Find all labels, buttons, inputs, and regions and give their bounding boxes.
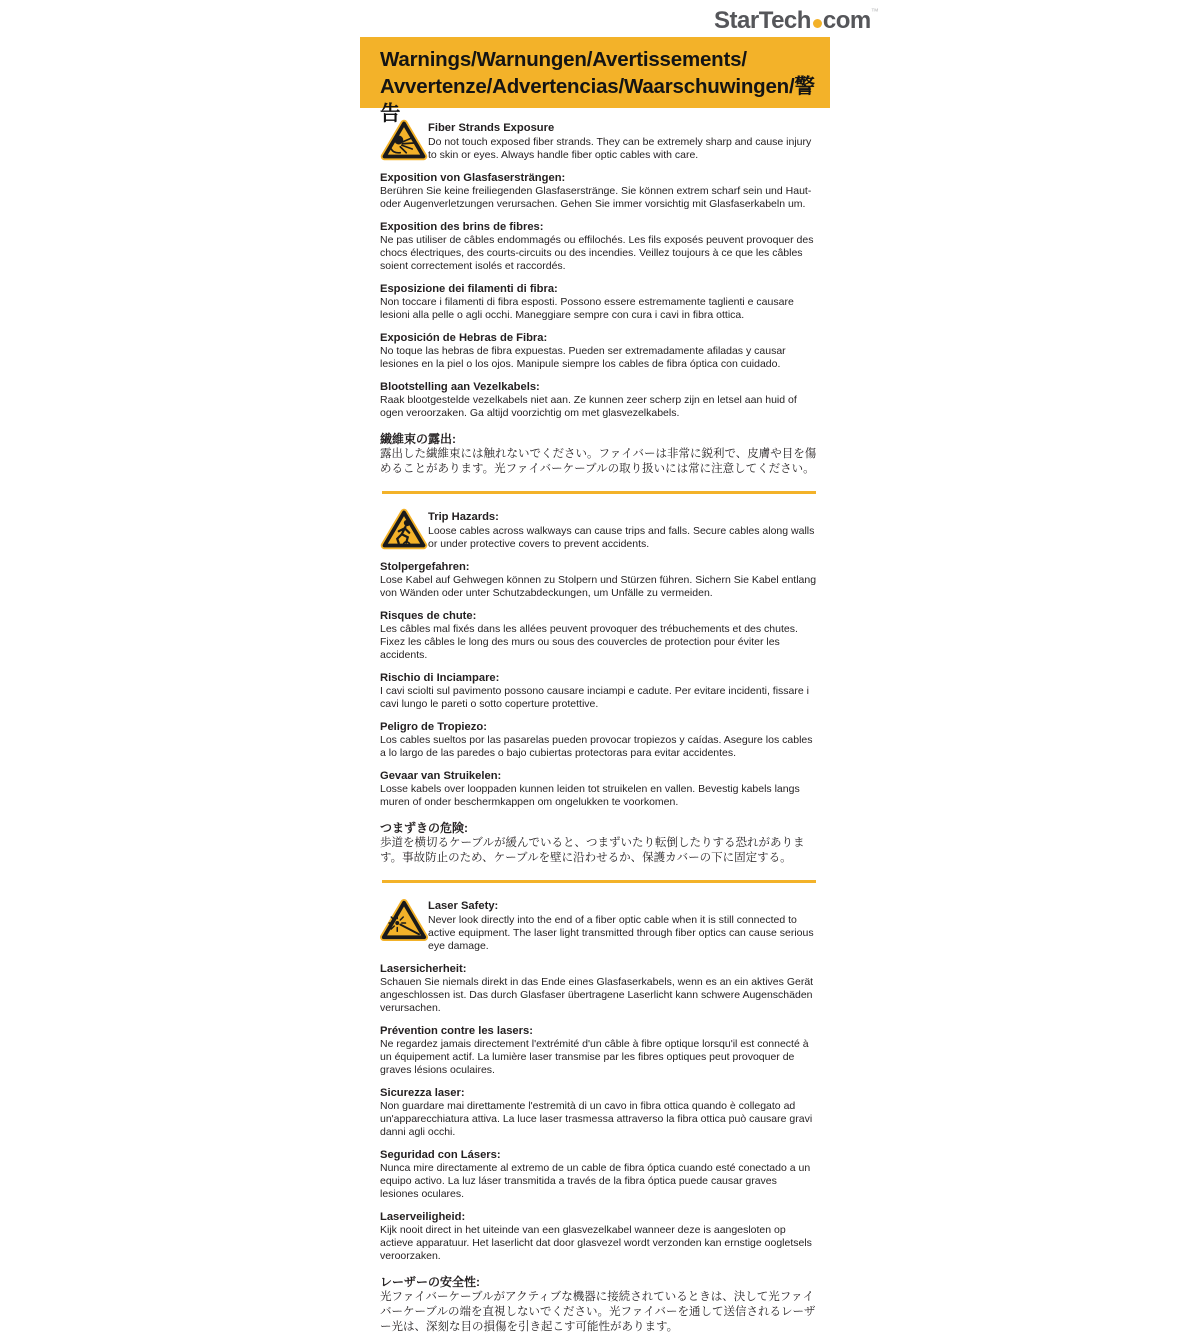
translation-block-de — [380, 172, 818, 211]
translation-body-ja: 歩道を横切るケーブルが緩んでいると、つまずいたり転倒したりする恐れがあります。事故防止のため、ケーブルを壁に沿わせるか、保護カバーの下に固定する。 — [380, 837, 805, 864]
banner-line-2: Avvertenze/Advertencias/Waarschuwingen/警告 — [380, 75, 815, 125]
translation-block-es — [380, 1149, 818, 1201]
section-body-en: Do not touch exposed fiber strands. They can be extremely sharp and cause injury to skin or eyes. Always handle fiber optic cables with care. — [428, 136, 812, 161]
translation-block-nl — [380, 381, 818, 420]
banner-line-1: Warnings/Warnungen/Avertissements/ — [380, 48, 747, 71]
translation-heading-de: Exposition von Glasfasersträngen: — [380, 172, 566, 184]
section-body-en: Never look directly into the end of a fiber optic cable when it is still connected to active equipment. The laser light transmitted through fiber optics can cause serious eye damage. — [428, 914, 814, 952]
translation-heading-ja: レーザーの安全性: — [380, 1275, 480, 1289]
section-heading-en: Fiber Strands Exposure — [428, 122, 555, 134]
fiber-strands-warning-icon — [380, 118, 428, 161]
section-divider — [382, 491, 816, 494]
translation-body-nl: Losse kabels over looppaden kunnen leiden tot struikelen en vallen. Bevestig kabels langs muren of onder beschermkappen om ongelukken te voorkomen. — [380, 783, 800, 808]
translation-body-es: Nunca mire directamente al extremo de un cable de fibra óptica cuando esté conectado a un equipo activo. La luz láser transmitida a través de la fibra óptica puede causar graves lesiones oculares. — [380, 1162, 811, 1200]
section-body-en: Loose cables across walkways can cause trips and falls. Secure cables along walls or under protective covers to prevent accidents. — [428, 525, 815, 550]
translation-body-it: Non toccare i filamenti di fibra esposti. Possono essere estremamente taglienti e causare lesioni alla pelle o agli occhi. Maneggiare sempre con cura i cavi in fibra ottica. — [380, 296, 794, 321]
translation-heading-fr: Prévention contre les lasers: — [380, 1025, 533, 1037]
translation-block-it — [380, 672, 818, 711]
translation-block-fr — [380, 610, 818, 662]
translation-body-fr: Ne pas utiliser de câbles endommagés ou effilochés. Les fils exposés peuvent provoquer des chocs électriques, des courts-circuits ou des incendies. Veillez toujours à ce que les câbles soient correctement isolés et raccordés. — [380, 234, 814, 272]
translation-block-de — [380, 561, 818, 600]
translation-heading-fr: Risques de chute: — [380, 610, 477, 622]
section-divider — [382, 880, 816, 883]
head-text — [428, 896, 818, 953]
translation-body-es: Los cables sueltos por las pasarelas pueden provocar tropiezos y caídas. Asegure los cables a lo largo de las paredes o bajo cubiertas protectoras para evitar accidentes. — [380, 734, 813, 759]
warnings-content — [380, 118, 818, 1335]
section-head — [380, 507, 818, 551]
translation-block-it — [380, 283, 818, 322]
translation-block-it — [380, 1087, 818, 1139]
translation-heading-it: Rischio di Inciampare: — [380, 672, 500, 684]
translation-heading-nl: Blootstelling aan Vezelkabels: — [380, 381, 540, 393]
translation-body-fr: Ne regardez jamais directement l'extrémité d'un câble à fibre optique lorsqu'il est connecté à un équipement actif. La lumière laser transmise par les fibres optiques peut provoquer de graves lésions oculaires. — [380, 1038, 809, 1076]
translation-heading-ja: 繊維束の露出: — [380, 432, 456, 446]
logo-trademark: ™ — [870, 7, 879, 16]
translation-heading-nl: Gevaar van Struikelen: — [380, 770, 502, 782]
translation-body-ja: 露出した繊維束には触れないでください。ファイバーは非常に鋭利で、皮膚や目を傷めることがあります。光ファイバーケーブルの取り扱いには常に注意してください。 — [380, 448, 817, 475]
section-head — [380, 118, 818, 162]
translation-body-fr: Les câbles mal fixés dans les allées peuvent provoquer des trébuchements et des chutes. Fixez les câbles le long des murs ou sous des couvercles de protection pour éviter les accidents. — [380, 623, 798, 661]
section-fiber-strands — [380, 118, 818, 477]
logo-suffix-text: com — [822, 7, 871, 34]
translation-block-es — [380, 721, 818, 760]
translation-body-de: Lose Kabel auf Gehwegen können zu Stolpern und Stürzen führen. Sichern Sie Kabel entlang von Wänden oder unter Schutzabdeckungen, um Unfälle zu vermeiden. — [380, 574, 817, 599]
translation-body-es: No toque las hebras de fibra expuestas. Pueden ser extremadamente afiladas y causar lesiones en la piel o los ojos. Manipule siempre los cables de fibra óptica con cuidado. — [380, 345, 786, 370]
head-text — [428, 507, 818, 551]
section-laser-safety — [380, 896, 818, 1335]
translation-heading-de: Lasersicherheit: — [380, 963, 467, 975]
section-heading-en: Laser Safety: — [428, 900, 499, 912]
section-trip-hazards — [380, 507, 818, 866]
translation-block-ja — [380, 1275, 818, 1335]
translation-block-ja — [380, 821, 818, 866]
translation-body-nl: Raak blootgestelde vezelkabels niet aan. Ze kunnen zeer scherp zijn en letsel aan huid of ogen veroorzaken. Ga altijd voorzichtig om met glasvezelkabels. — [380, 394, 797, 419]
translation-body-ja: 光ファイバーケーブルがアクティブな機器に接続されているときは、決して光ファイバーケーブルの端を直視しないでください。光ファイバーを通して送信されるレーザー光は、深刻な目の損傷を引き起こす可能性があります。 — [380, 1291, 816, 1333]
section-head — [380, 896, 818, 953]
translation-body-de: Berühren Sie keine freiliegenden Glasfaserstränge. Sie können extrem scharf sein und Haut- oder Augenverletzungen verursachen. Gehen Sie immer vorsichtig mit Glasfaserkabeln um. — [380, 185, 812, 210]
head-text — [428, 118, 818, 162]
translation-heading-es: Seguridad con Lásers: — [380, 1149, 501, 1161]
translation-body-it: I cavi sciolti sul pavimento possono causare inciampi e cadute. Per evitare incidenti, fissare i cavi lungo le pareti o sotto coperture protettive. — [380, 685, 809, 710]
translation-heading-de: Stolpergefahren: — [380, 561, 470, 573]
logo-dot-icon — [813, 19, 822, 28]
laser-warning-icon — [380, 896, 428, 943]
translation-heading-es: Exposición de Hebras de Fibra: — [380, 332, 548, 344]
translation-block-fr — [380, 1025, 818, 1077]
translation-block-ja — [380, 432, 818, 477]
translation-block-nl — [380, 770, 818, 809]
logo-brand-text: StarTech — [714, 7, 811, 34]
translation-block-de — [380, 963, 818, 1015]
translation-body-it: Non guardare mai direttamente l'estremità di un cavo in fibra ottica quando è collegato ad un'apparecchiatura attiva. La luce laser trasmessa attraverso la fibra ottica può causare gravi danni agli occhi. — [380, 1100, 813, 1138]
translation-heading-es: Peligro de Tropiezo: — [380, 721, 487, 733]
trip-hazard-warning-icon — [380, 507, 428, 550]
translation-heading-it: Esposizione dei filamenti di fibra: — [380, 283, 558, 295]
translation-heading-ja: つまずきの危険: — [380, 821, 468, 835]
warnings-banner — [360, 37, 830, 125]
translation-block-es — [380, 332, 818, 371]
translation-body-de: Schauen Sie niemals direkt in das Ende eines Glasfaserkabels, wenn es an ein aktives Gerät angeschlossen ist. Das durch Glasfaser übertragene Laserlicht kann schwere Augenschäden verursachen. — [380, 976, 814, 1014]
translation-block-nl — [380, 1211, 818, 1263]
translation-heading-nl: Laserveiligheid: — [380, 1211, 466, 1223]
translation-body-nl: Kijk nooit direct in het uiteinde van een glasvezelkabel wanneer deze is aangesloten op actieve apparatuur. Het laserlicht dat door glasvezel wordt verzonden kan ernstige oogletsels veroorzaken. — [380, 1224, 812, 1262]
translation-heading-it: Sicurezza laser: — [380, 1087, 465, 1099]
startech-logo — [714, 7, 878, 35]
section-heading-en: Trip Hazards: — [428, 511, 499, 523]
translation-block-fr — [380, 221, 818, 273]
translation-heading-fr: Exposition des brins de fibres: — [380, 221, 544, 233]
